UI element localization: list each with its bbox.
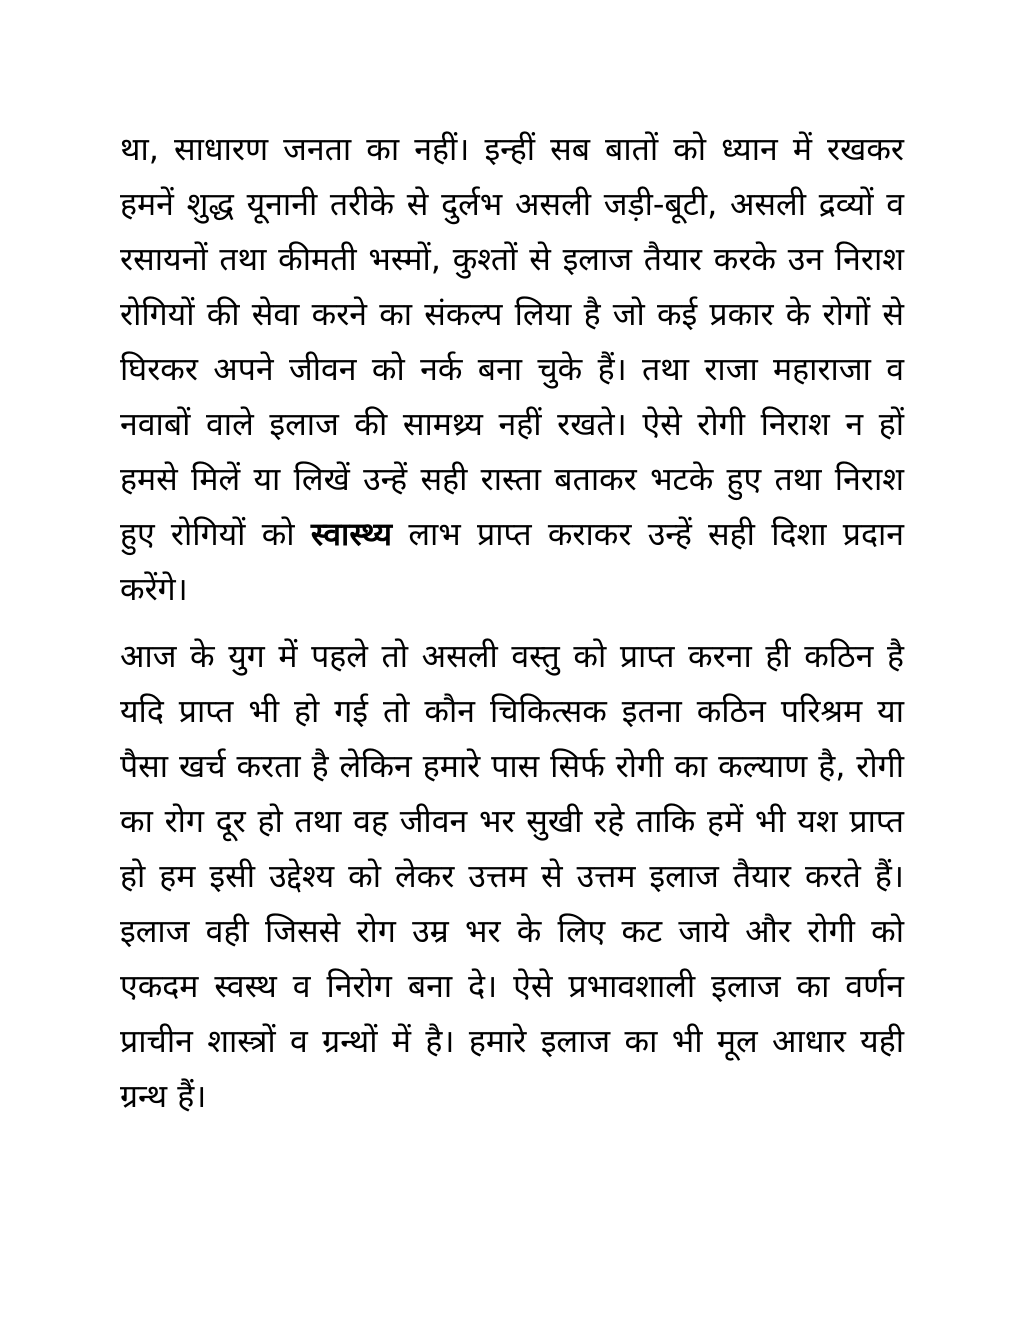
paragraph-2: आज के युग में पहले तो असली वस्तु को प्राप्त करना ही कठिन है यदि प्राप्त भी हो गई तो कौन चिकित्सक इतना कठिन परिश्रम या पैसा खर्च करता है लेकिन हमारे पास सिर्फ रोगी का कल्याण है, रोगी का रोग दूर हो तथा वह जीवन भर सुखी रहे ताकि हमें भी यश प्राप्त हो हम इसी उद्देश्य को लेकर उत्तम से उत्तम इलाज तैयार करते हैं। इलाज वही जिससे रोग उम्र भर के लिए कट जाये और रोगी को एकदम स्वस्थ व निरोग बना दे। ऐसे प्रभावशाली इलाज का वर्णन प्राचीन शास्त्रों व ग्रन्थों में है। हमारे इलाज का भी मूल आधार यही ग्रन्थ हैं।: [120, 637, 904, 1115]
paragraph-1-text-end: लाभ प्राप्त कराकर उन्हें सही दिशा प्रदान करेंगे।: [120, 515, 905, 608]
document-page: [120, 122, 904, 1124]
paragraph-1-text-start: था, साधारण जनता का नहीं। इन्हीं सब बातों को ध्यान में रखकर हमनें शुद्ध यूनानी तरीके से दुर्लभ असली जड़ी-बूटी, असली द्रव्यों व रसायनों तथा कीमती भस्मों, कुश्तों से इलाज तैयार करके उन निराश रोगियों की सेवा करने का संकल्प लिया है जो कई प्रकार के रोगों से घिरकर अपने जीवन को नर्क बना चुके हैं। तथा राजा महाराजा व नवाबों वाले इलाज की सामथ्र्य नहीं रखते। ऐसे रोगी निराश न हों हमसे मिलें या लिखें उन्हें सही रास्ता बताकर भटके हुए तथा निराश हुए रोगियों को: [120, 130, 904, 553]
bold-word-swasthya: स्वास्थ्य: [310, 515, 393, 553]
paragraph-1: [120, 122, 904, 617]
